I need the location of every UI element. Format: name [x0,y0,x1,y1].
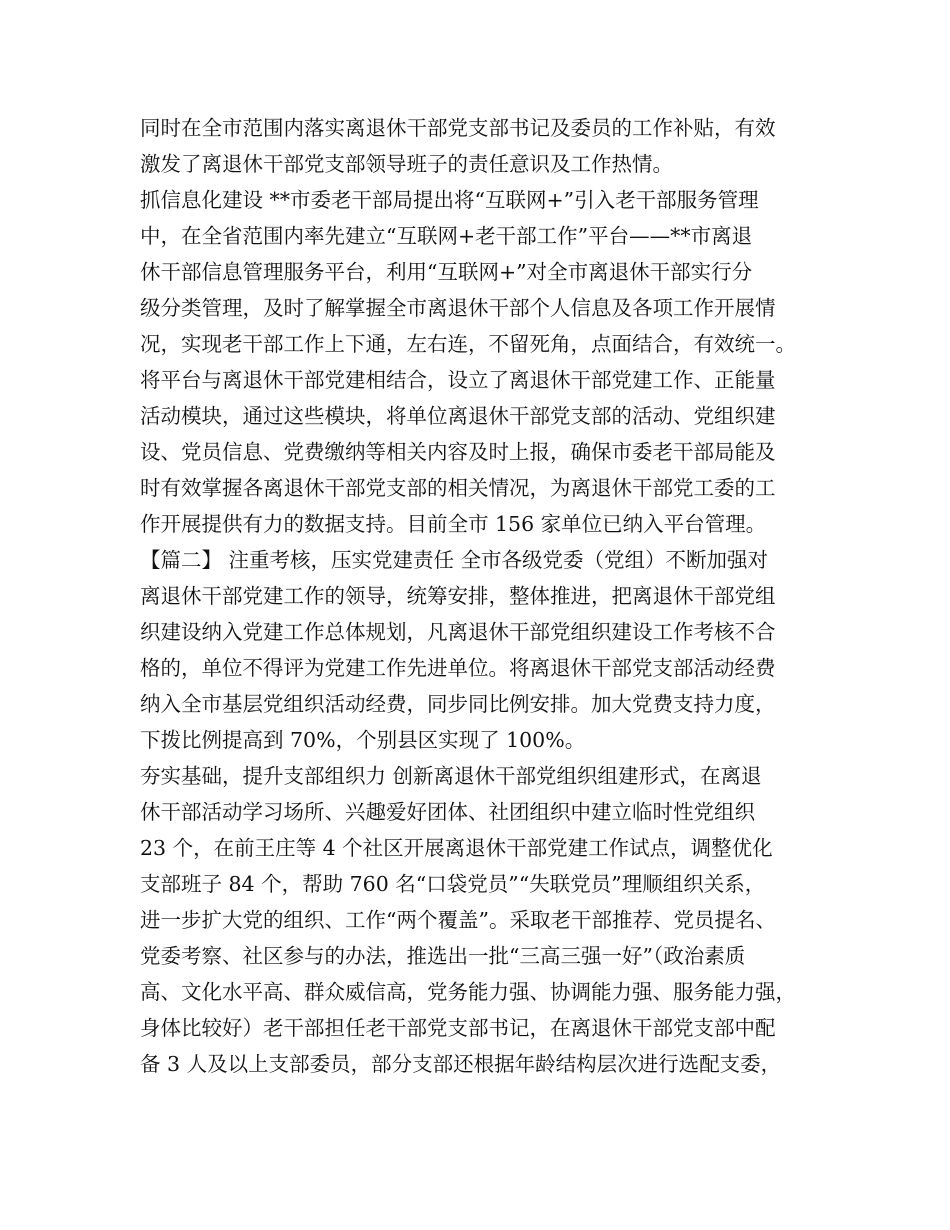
text-line: 格的，单位不得评为党建工作先进单位。将离退休干部党支部活动经费 [140,656,776,680]
text-line: 作开展提供有力的数据支持。目前全市 156 家单位已纳入平台管理。 [140,512,767,536]
text-line: 同时在全市范围内落实离退休干部党支部书记及委员的工作补贴，有效 [140,116,776,140]
text-line: 备 3 人及以上支部委员，部分支部还根据年龄结构层次进行选配支委， [140,1052,782,1076]
text-line: 休干部活动学习场所、兴趣爱好团体、社团组织中建立临时性党组织 [140,800,755,824]
text-line: 激发了离退休干部党支部领导班子的责任意识及工作热情。 [140,152,673,176]
text-line: 级分类管理，及时了解掌握全市离退休干部个人信息及各项工作开展情 [140,296,776,320]
document-body [140,110,830,1082]
text-line: 设、党员信息、党费缴纳等相关内容及时上报，确保市委老干部局能及 [140,440,776,464]
text-line: 离退休干部党建工作的领导，统筹安排，整体推进，把离退休干部党组 [140,584,776,608]
text-line: 活动模块，通过这些模块，将单位离退休干部党支部的活动、党组织建 [140,404,776,428]
text-line: 【篇二】 注重考核，压实党建责任 全市各级党委（党组）不断加强对 [140,548,769,572]
text-line: 党委考察、社区参与的办法，推选出一批“三高三强一好”（政治素质 [140,944,746,968]
text-line: 进一步扩大党的组织、工作“两个覆盖”。采取老干部推荐、党员提名、 [140,908,776,932]
text-line: 时有效掌握各离退休干部党支部的相关情况，为离退休干部党工委的工 [140,476,776,500]
text-line: 纳入全市基层党组织活动经费，同步同比例安排。加大党费支持力度， [140,692,776,716]
text-line: 抓信息化建设 **市委老干部局提出将“互联网+”引入老干部服务管理 [140,188,759,212]
text-line: 身体比较好）老干部担任老干部党支部书记，在离退休干部党支部中配 [140,1016,776,1040]
text-line: 织建设纳入党建工作总体规划，凡离退休干部党组织建设工作考核不合 [140,620,776,644]
text-line: 下拨比例提高到 70%，个别县区实现了 100%。 [140,728,586,752]
text-line: 将平台与离退休干部党建相结合，设立了离退休干部党建工作、正能量 [140,368,776,392]
text-line: 况，实现老干部工作上下通，左右连，不留死角，点面结合，有效统一。 [140,332,796,356]
text-line: 夯实基础，提升支部组织力 创新离退休干部党组织组建形式，在离退 [140,764,762,788]
text-line: 休干部信息管理服务平台，利用“互联网+”对全市离退休干部实行分 [140,260,753,284]
text-line: 中，在全省范围内率先建立“互联网+老干部工作”平台——**市离退 [140,224,753,248]
text-line: 支部班子 84 个，帮助 760 名“口袋党员”“失联党员”理顺组织关系， [140,872,766,896]
text-line: 高、文化水平高、群众威信高，党务能力强、协调能力强、服务能力强， [140,980,796,1004]
text-line: 23 个，在前王庄等 4 个社区开展离退休干部党建工作试点，调整优化 [140,836,773,860]
